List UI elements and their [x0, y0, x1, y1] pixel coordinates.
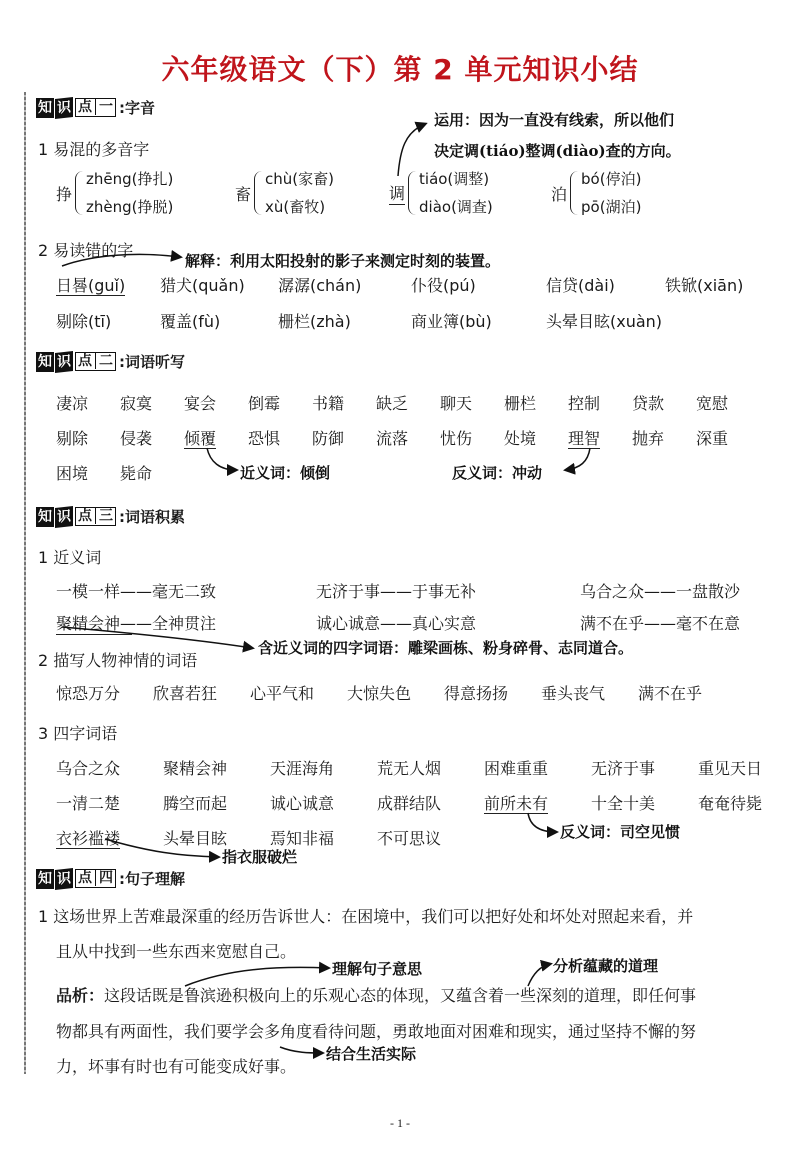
idiom-row: 乌合之众 聚精会神 天涯海角 荒无人烟 困难重重 无济于事 重见天日: [56, 759, 763, 778]
synonym-pair: 聚精会神——全神贯注: [56, 611, 132, 635]
misread-word: 栅栏(zhà): [278, 312, 351, 331]
misread-word: 商业簿(bù): [411, 312, 492, 331]
section-title: 字音: [125, 99, 156, 117]
usage-note-line1: 运用：因为一直没有线索，所以他们: [434, 111, 675, 129]
understand-note: 理解句子意思: [332, 960, 423, 978]
life-note: 结合生活实际: [326, 1045, 417, 1063]
analysis-line: 物都具有两面性，我们要学会多角度看待问题，勇敢地面对困难和现实，通过坚持不懈的努: [56, 1022, 697, 1041]
analysis-line: 品析：这段话既是鲁滨逊积极向上的乐观心态的体现，又蕴含着一些深刻的道理，即任何事: [56, 986, 697, 1005]
badge-shi: 识: [55, 97, 73, 119]
synonym-pair: 诚心诚意——真心实意: [316, 614, 477, 633]
dictation-row: 困境 毙命: [56, 464, 153, 483]
dictation-row: 凄凉 寂寞 宴会 倒霉 书籍 缺乏 聊天 栅栏 控制 贷款 宽慰: [56, 394, 729, 413]
page-title: 六年级语文（下）第 2 单元知识小结: [161, 53, 639, 86]
misread-word: 潺潺(chán): [278, 276, 362, 295]
idiom-row: 一清二楚 腾空而起 诚心诚意 成群结队 前所未有 十全十美 奄奄待毙: [56, 794, 763, 813]
section-header-1: 知 识 点 一 : 字音: [38, 98, 156, 117]
dictation-grid: [56, 391, 728, 496]
misread-word: 日晷(guǐ): [56, 276, 126, 295]
section-header-4: 知 识 点 四 : 句子理解: [38, 869, 186, 888]
meaning-note: 指衣服破烂: [222, 848, 298, 866]
subheading: 2 易读错的字: [38, 241, 134, 260]
polyphone-group: 畜 chù(家畜) xù(畜牧): [235, 170, 334, 216]
sentence-line: 1 这场世界上苦难最深重的经历告诉世人：在困境中，我们可以把好处和坏处对照起来看，并: [38, 907, 694, 926]
subheading: 2 描写人物神情的词语: [38, 651, 198, 670]
section-title: 词语积累: [125, 508, 186, 526]
page-number: - 1 -: [390, 1116, 410, 1130]
idiom-row: 衣衫褴褛 头晕目眩 焉知非福 不可思议: [56, 829, 442, 848]
synonym-pair: 无济于事——于事无补: [316, 582, 477, 601]
sentence-line: 且从中找到一些东西来宽慰自己。: [56, 942, 297, 961]
analysis-line: 力，坏事有时也有可能变成好事。: [56, 1057, 297, 1076]
usage-note-line2: 决定调(tiáo)整调(diào)查的方向。: [434, 142, 681, 160]
synonym-pair: 一模一样——毫无二致: [56, 582, 217, 601]
four-char-note: 含近义词的四字词语：雕梁画栋、粉身碎骨、志同道合。: [258, 639, 634, 657]
dictation-row: 剔除 侵袭 倾覆 恐惧 防御 流落 忧伤 处境 理智 抛弃 深重: [56, 429, 729, 448]
misread-word: 剔除(tī): [56, 312, 112, 331]
explain-note: 解释：利用太阳投射的影子来测定时刻的装置。: [185, 252, 501, 270]
polyphone-group: 挣 zhēng(挣扎) zhèng(挣脱): [56, 170, 174, 216]
badge-dian: 点 一: [75, 98, 116, 117]
section-title: 词语听写: [125, 353, 186, 371]
reason-note: 分析蕴藏的道理: [553, 957, 659, 975]
polyphone-group: 泊 bó(停泊) pō(湖泊): [551, 170, 642, 216]
antonym-note: 反义词：冲动: [452, 464, 543, 482]
polyphone-group: 调 tiáo(调整) diào(调查): [389, 170, 493, 216]
expression-row: 惊恐万分 欣喜若狂 心平气和 大惊失色 得意扬扬 垂头丧气 满不在乎: [56, 684, 703, 703]
misread-word: 猎犬(quǎn): [160, 276, 245, 295]
misread-word: 信贷(dài): [546, 276, 615, 295]
subheading: 3 四字词语: [38, 724, 118, 743]
section-header-3: 知 识 点 三 : 词语积累: [38, 507, 186, 526]
misread-word: 头晕目眩(xuàn): [546, 312, 663, 331]
section-title: 句子理解: [125, 870, 186, 888]
margin-line: [24, 92, 26, 1074]
badge-zhi: 知: [38, 99, 52, 116]
subheading: 1 易混的多音字: [38, 140, 150, 159]
synonym-pair: 满不在乎——毫不在意: [580, 614, 741, 633]
subheading: 1 近义词: [38, 548, 102, 567]
misread-word: 覆盖(fù): [160, 312, 221, 331]
idiom-grid: [56, 756, 762, 861]
antonym-note: 反义词：司空见惯: [560, 823, 681, 841]
synonym-note: 近义词：倾倒: [240, 464, 331, 482]
misread-word: 仆役(pú): [411, 276, 476, 295]
misread-word: 铁锨(xiān): [665, 276, 744, 295]
section-header-2: 知 识 点 二 : 词语听写: [38, 352, 186, 371]
synonym-pair: 乌合之众——一盘散沙: [580, 582, 741, 601]
